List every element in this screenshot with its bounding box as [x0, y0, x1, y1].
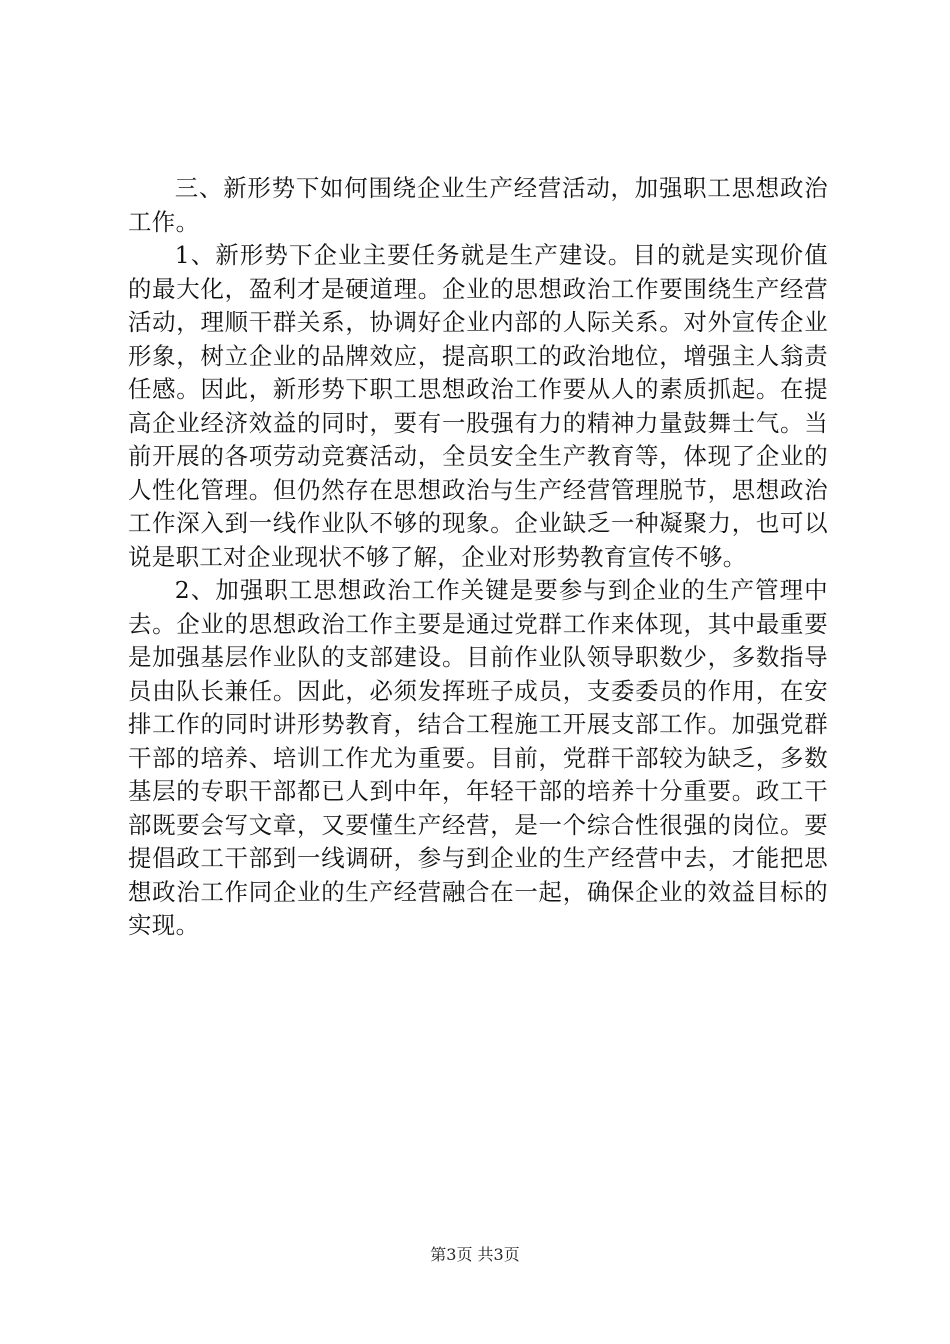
body-paragraph-2: 2、加强职工思想政治工作关键是要参与到企业的生产管理中去。企业的思想政治工作主要是通过党群工作来体现，其中最重要是加强基层作业队的支部建设。目前作业队领导职数少，多数指导员由队长兼任。因此，必须发挥班子成员，支委委员的作用，在安排工作的同时讲形势教育，结合工程施工开展支部工作。加强党群干部的培养、培训工作尤为重要。目前，党群干部较为缺乏，多数基层的专职干部都已人到中年，年轻干部的培养十分重要。政工干部既要会写文章，又要懂生产经营，是一个综合性很强的岗位。要提倡政工干部到一线调研，参与到企业的生产经营中去，才能把思想政治工作同企业的生产经营融合在一起，确保企业的效益目标的实现。 [128, 576, 828, 939]
body-paragraph-1: 1、新形势下企业主要任务就是生产建设。目的就是实现价值的最大化，盈利才是硬道理。企业的思想政治工作要围绕生产经营活动，理顺干群关系，协调好企业内部的人际关系。对外宣传企业形象，树立企业的品牌效应，提高职工的政治地位，增强主人翁责任感。因此，新形势下职工思想政治工作要从人的素质抓起。在提高企业经济效益的同时，要有一股强有力的精神力量鼓舞士气。当前开展的各项劳动竞赛活动，全员安全生产教育等，体现了企业的人性化管理。但仍然存在思想政治与生产经营管理脱节，思想政治工作深入到一线作业队不够的现象。企业缺乏一种凝聚力，也可以说是职工对企业现状不够了解，企业对形势教育宣传不够。 [128, 241, 828, 571]
section-heading-paragraph: 三、新形势下如何围绕企业生产经营活动，加强职工思想政治工作。 [128, 174, 828, 236]
page-number-footer: 第3页 共3页 [430, 1245, 520, 1264]
document-body [128, 172, 828, 943]
